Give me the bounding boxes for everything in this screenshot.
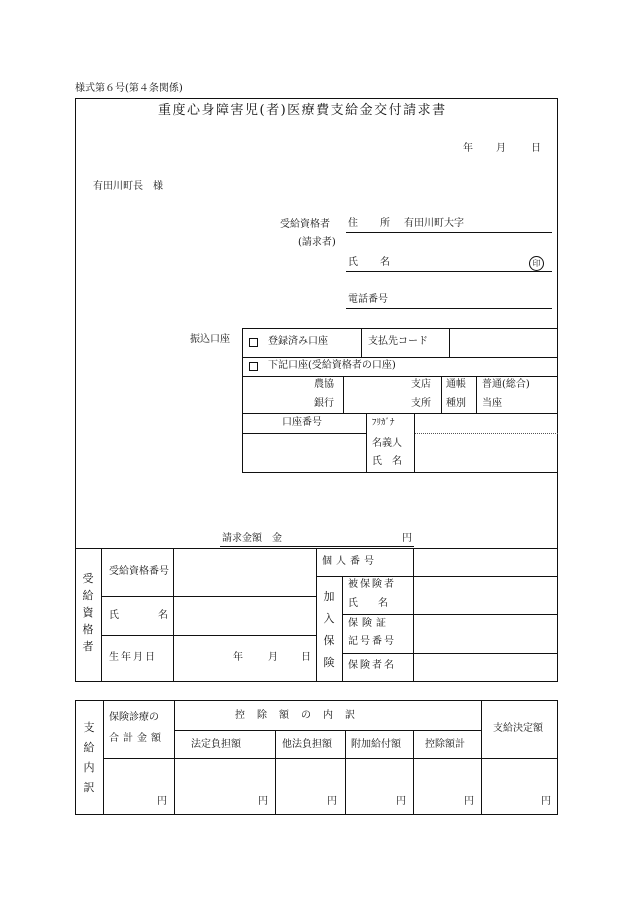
current-label: 当座 [482,398,502,409]
address-line [346,232,552,233]
cert-number-label: 受給資格番号 [109,566,169,577]
registered-label: 登録済み口座 [268,336,328,347]
holder-label-2: 氏 名 [372,456,402,467]
rt-col-4 [342,576,343,682]
name-row-label-2: 名 [158,610,168,621]
holder-label-1: 名義人 [372,438,402,449]
furigana-label: ﾌﾘｶﾞﾅ [372,418,395,428]
applicant-sub-label: (請求者) [298,237,336,248]
registered-checkbox[interactable] [249,338,258,347]
rt-col-3 [316,548,317,682]
yen-decision: 円 [541,796,551,807]
form-title: 重度心身障害児(者)医療費支給金交付請求書 [158,103,447,118]
personal-number-label: 個人番号 [322,556,378,567]
recipient-side-label: 受給資格者 [82,572,94,653]
name-row-label-1: 氏 [109,610,119,621]
bank-col-line-4 [441,376,442,413]
bank-col-line-5 [476,376,477,413]
deduction-total-label: 控除額計 [425,739,465,750]
address-label-2: 所 [380,218,390,229]
date-day-label: 日 [531,143,541,154]
rt-left-row-1 [101,596,316,597]
total-label-1: 保険診療の [109,712,159,723]
pt-col-5 [413,730,414,815]
bank-row-line-4 [242,433,366,434]
bank-table [242,328,558,473]
bank-label: 振込口座 [190,334,230,345]
rt-right-row-3 [342,653,558,654]
pt-row-2 [103,758,558,759]
decision-amount-label: 支給決定額 [493,723,543,734]
bank-col-line-3 [343,376,344,413]
below-account-label: 下記口座(受給資格者の口座) [268,360,396,371]
legal-burden-label: 法定負担額 [191,739,241,750]
claim-amount-line [220,546,414,547]
bank-name-label: 銀行 [314,398,334,409]
insured-label-2: 氏 名 [348,598,388,609]
branch-office-label: 支所 [411,398,431,409]
yen-total: 円 [157,796,167,807]
passbook-label: 通帳 [446,379,466,390]
birth-day-label: 日 [301,652,311,663]
insurer-label: 保険者名 [348,660,396,671]
address-label-1: 住 [348,218,358,229]
rt-left-row-2 [101,635,316,636]
insured-label-1: 被保険者 [348,579,396,590]
rt-right-row-1 [316,576,558,577]
addressee: 有田川町長 様 [93,181,163,192]
type-label: 種別 [446,398,466,409]
birthdate-label: 生年月日 [109,652,157,663]
date-month-label: 月 [496,143,506,154]
branch-label: 支店 [411,379,431,390]
deduction-header: 控 除 額 の 内 訳 [235,710,356,721]
nokyo-label: 農協 [314,379,334,390]
total-label-2: 合計金額 [109,733,165,744]
name-line [346,271,552,272]
other-burden-label: 他法負担額 [282,739,332,750]
pt-col-3 [275,730,276,815]
pt-col-4 [345,730,346,815]
yen-deduction-total: 円 [464,796,474,807]
furigana-dotted-line [414,433,558,434]
seal-mark: 印 [529,256,544,271]
bank-row-line-1 [242,357,558,358]
rt-col-5 [413,548,414,682]
additional-benefit-label: 附加給付額 [351,739,401,750]
bank-row-line-2 [242,376,558,377]
pt-row-1 [174,730,481,731]
card-label-2: 記号番号 [348,636,396,647]
rt-col-2 [173,548,174,682]
bank-col-line-7 [414,413,415,473]
card-label-1: 保険証 [348,618,390,629]
rt-col-1 [101,548,102,682]
name-label-2: 名 [380,257,390,268]
payee-code-label: 支払先コード [368,336,428,347]
yen-legal: 円 [258,796,268,807]
phone-label: 電話番号 [348,294,388,305]
birth-month-label: 月 [268,652,278,663]
yen-additional: 円 [396,796,406,807]
bank-col-line-1 [361,328,362,357]
bank-row-line-3 [242,413,558,414]
below-account-checkbox[interactable] [249,362,258,371]
claim-amount-label: 請求金額 金 [222,533,282,544]
payment-side-label: 支給内訳 [83,721,95,794]
form-code: 様式第６号(第４条関係) [75,83,183,94]
address-value: 有田川町大字 [404,218,464,229]
phone-line [346,308,552,309]
applicant-label: 受給資格者 [280,219,330,230]
yen-other: 円 [327,796,337,807]
bank-col-line-6 [366,413,367,473]
claim-yen: 円 [402,533,412,544]
date-year-label: 年 [463,143,473,154]
insurance-side-label: 加入保険 [323,590,335,669]
bank-col-line-2 [449,328,450,357]
name-label-1: 氏 [348,257,358,268]
account-number-label: 口座番号 [282,417,322,428]
birth-year-label: 年 [233,652,243,663]
rt-right-row-2 [342,614,558,615]
ordinary-label: 普通(総合) [482,379,530,390]
